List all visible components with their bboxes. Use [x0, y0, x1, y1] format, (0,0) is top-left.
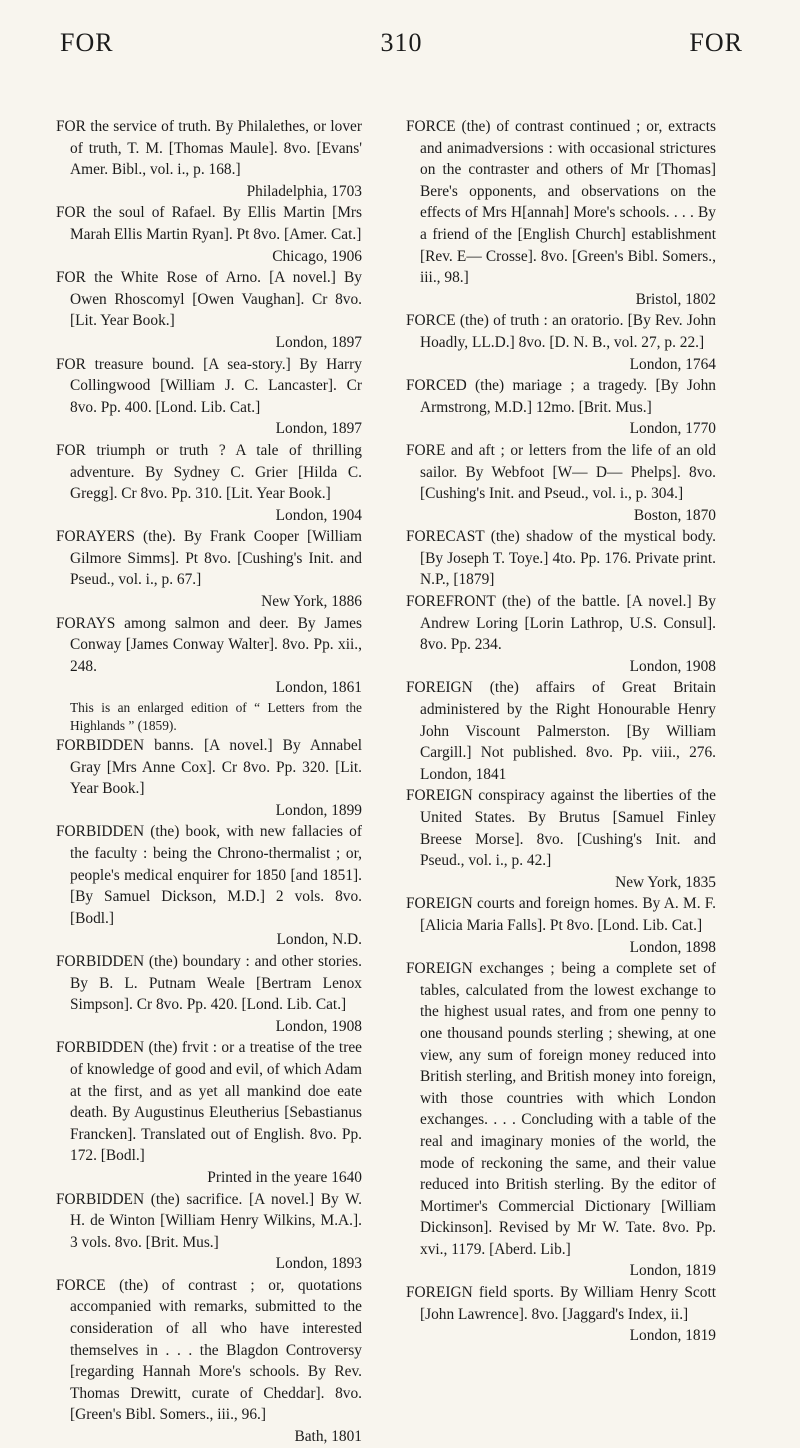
- entry-text: FORECAST (the) shadow of the mystical body. [By Joseph T. Toye.] 4to. Pp. 176. Private print. N.P., [1879]: [406, 528, 716, 589]
- bibliography-entry: [406, 1282, 716, 1347]
- bibliography-entry: [56, 267, 362, 353]
- bibliography-entry: [406, 677, 716, 785]
- bibliography-entry: [56, 821, 362, 951]
- entry-text: FORCE (the) of truth : an oratorio. [By Rev. John Hoadly, LL.D.] 8vo. [D. N. B., vol. 27, p. 22.]: [406, 312, 716, 351]
- bibliography-entry: [406, 893, 716, 958]
- entry-text: FOR treasure bound. [A sea-story.] By Harry Collingwood [William J. C. Lancaster]. Cr 8vo. Pp. 400. [Lond. Lib. Cat.]: [56, 355, 362, 416]
- bibliography-entry: [56, 951, 362, 1037]
- bibliography-entry: [56, 1037, 362, 1188]
- entry-text: FORAYERS (the). By Frank Cooper [William Gilmore Simms]. Pt 8vo. [Cushing's Init. and Pseud., vol. i., p. 67.]: [56, 528, 362, 589]
- bibliography-entry: [56, 526, 362, 612]
- bibliography-entry: [56, 116, 362, 202]
- entry-text: FOREIGN courts and foreign homes. By A. M. F. [Alicia Maria Falls]. Pt 8vo. [Lond. Lib. Cat.]: [406, 895, 716, 934]
- right-column: [406, 116, 716, 1347]
- bibliography-entry: [56, 735, 362, 821]
- bibliography-entry: [56, 1275, 362, 1448]
- bibliography-entry: [406, 591, 716, 677]
- running-header: [60, 28, 743, 68]
- bibliography-entry: [406, 440, 716, 526]
- entry-place-date: New York, 1835: [615, 873, 716, 891]
- entry-place-date: Bristol, 1802: [635, 290, 716, 308]
- entry-text: FOREIGN conspiracy against the liberties of the United States. By Brutus [Samuel Finley Breese Morse]. 8vo. [Cushing's Init. and Pseud., vol. i., p. 42.]: [406, 787, 716, 870]
- bibliography-entry: [56, 440, 362, 526]
- bibliography-entry: [406, 116, 716, 310]
- bibliography-entry: [406, 785, 716, 893]
- entry-text: FOR the soul of Rafael. By Ellis Martin [Mrs Marah Ellis Martin Ryan]. Pt 8vo. [Amer. Cat.]: [56, 204, 362, 243]
- entry-text: FORAYS among salmon and deer. By James Conway [James Conway Walter]. 8vo. Pp. xii., 248.: [56, 614, 362, 675]
- entry-text: FORBIDDEN (the) book, with new fallacies of the faculty : being the Chrono-thermalist ; or, people's medical enquirer for 1850 [and 1851]. [By Samuel Dickson, M.D.] 2 vols. 8vo. [Bodl.]: [56, 823, 362, 927]
- entry-text: FOREIGN (the) affairs of Great Britain administered by the Right Honourable Henry John Viscount Palmerston. [By William Cargill.] Not published. 8vo. Pp. viii., 276. London, 1841: [406, 679, 716, 783]
- bibliography-entry: [56, 202, 362, 267]
- entry-text: FORCED (the) mariage ; a tragedy. [By John Armstrong, M.D.] 12mo. [Brit. Mus.]: [406, 377, 716, 416]
- entry-note: This is an enlarged edition of “ Letters from the Highlands ” (1859).: [70, 700, 362, 734]
- entry-place-date: London, 1770: [629, 420, 716, 438]
- entry-place-date: London, 1897: [275, 333, 362, 351]
- entry-place-date: London, 1819: [629, 1327, 716, 1345]
- entry-text: FORCE (the) of contrast ; or, quotations accompanied with remarks, submitted to the consideration of all who have interested themselves in . . . the Blagdon Controversy [regarding Hannah More's schools. By Rev. Thomas Drewitt, curate of Cheddar]. 8vo. [Green's Bibl. Somers., iii., 96.]: [56, 1276, 362, 1424]
- entry-text: FOREIGN field sports. By William Henry Scott [John Lawrence]. 8vo. [Jaggard's Index, ii.]: [406, 1284, 716, 1323]
- entry-place-date: London, 1764: [629, 355, 716, 373]
- bibliography-entry: [56, 354, 362, 440]
- bibliography-entry: [406, 958, 716, 1282]
- entry-place-date: London, 1904: [275, 506, 362, 524]
- entry-place-date: Printed in the yeare 1640: [207, 1168, 362, 1186]
- entry-text: FORBIDDEN (the) boundary : and other stories. By B. L. Putnam Weale [Bertram Lenox Simpson]. Cr 8vo. Pp. 420. [Lond. Lib. Cat.]: [56, 952, 362, 1014]
- header-right-catchword: FOR: [689, 28, 743, 57]
- entry-place-date: Chicago, 1906: [272, 247, 362, 265]
- entry-place-date: London, N.D.: [276, 931, 362, 949]
- entry-place-date: London, 1861: [275, 679, 362, 697]
- entry-place-date: London, 1898: [629, 938, 716, 956]
- entry-place-date: London, 1819: [629, 1262, 716, 1280]
- entry-place-date: London, 1893: [275, 1255, 362, 1273]
- header-left-catchword: FOR: [60, 28, 114, 57]
- entry-text: FOR the service of truth. By Philalethes, or lover of truth, T. M. [Thomas Maule]. 8vo. [Evans' Amer. Bibl., vol. i., p. 168.]: [56, 118, 362, 179]
- entry-text: FOREIGN exchanges ; being a complete set of tables, calculated from the lowest exchange to the highest usual rates, and from one penny to one thousand pounds sterling ; shewing, at one view, any sum of foreign money reduced into British sterling, and British money into foreign, with those countries with which London exchanges. . . . Concluding with a table of the real and imaginary monies of the world, the mode of reckoning the same, and their value reduced into British sterling. By the editor of Mortimer's Commercial Dictionary [William Dickinson]. Revised by Mr W. Tate. 8vo. Pp. xvi., 1179. [Aberd. Lib.]: [406, 960, 716, 1258]
- entry-text: FORE and aft ; or letters from the life of an old sailor. By Webfoot [W— D— Phelps]. 8vo. [Cushing's Init. and Pseud., vol. i., p. 304.]: [406, 441, 716, 503]
- bibliography-entry: [406, 310, 716, 375]
- entry-text: FOREFRONT (the) of the battle. [A novel.] By Andrew Loring [Lorin Lathrop, U.S. Consul]. 8vo. Pp. 234.: [406, 593, 716, 654]
- entry-place-date: London, 1897: [275, 420, 362, 438]
- entry-place-date: Bath, 1801: [294, 1428, 362, 1446]
- entry-text: FORBIDDEN (the) frvit : or a treatise of the tree of knowledge of good and evil, of which Adam at the first, and as yet all mankind doe eate death. By Augustinus Eleutherius [Sebastianus Francken]. Translated out of English. 8vo. Pp. 172. [Bodl.]: [56, 1039, 362, 1165]
- entry-place-date: London, 1899: [275, 801, 362, 819]
- bibliography-entry: [56, 1189, 362, 1275]
- entry-place-date: Boston, 1870: [633, 506, 716, 524]
- entry-text: FORCE (the) of contrast continued ; or, extracts and animadversions : with occasional strictures on the contraster and others of Mr [Thomas] Bere's opponents, and observations on the effects of Mrs H[annah] More's schools. . . . By a friend of the [English Church] establishment [Rev. E— Crosse]. 8vo. [Green's Bibl. Somers., iii., 98.]: [406, 118, 716, 287]
- entry-text: FOR triumph or truth ? A tale of thrilling adventure. By Sydney C. Grier [Hilda C. Gregg]. Cr 8vo. Pp. 310. [Lit. Year Book.]: [56, 441, 362, 503]
- entry-place-date: London, 1908: [275, 1017, 362, 1035]
- bibliography-entry: [406, 526, 716, 591]
- page-number: 310: [380, 28, 423, 57]
- entry-place-date: New York, 1886: [261, 593, 362, 611]
- entry-text: FORBIDDEN banns. [A novel.] By Annabel Gray [Mrs Anne Cox]. Cr 8vo. Pp. 320. [Lit. Year Book.]: [56, 737, 362, 798]
- entry-place-date: Philadelphia, 1703: [246, 182, 362, 200]
- entry-text: FOR the White Rose of Arno. [A novel.] By Owen Rhoscomyl [Owen Vaughan]. Cr 8vo. [Lit. Year Book.]: [56, 269, 362, 330]
- entry-place-date: London, 1908: [629, 657, 716, 675]
- bibliography-entry: [406, 375, 716, 440]
- bibliography-entry: [56, 613, 362, 735]
- entry-text: FORBIDDEN (the) sacrifice. [A novel.] By W. H. de Winton [William Henry Wilkins, M.A.]. 3 vols. 8vo. [Brit. Mus.]: [56, 1190, 362, 1251]
